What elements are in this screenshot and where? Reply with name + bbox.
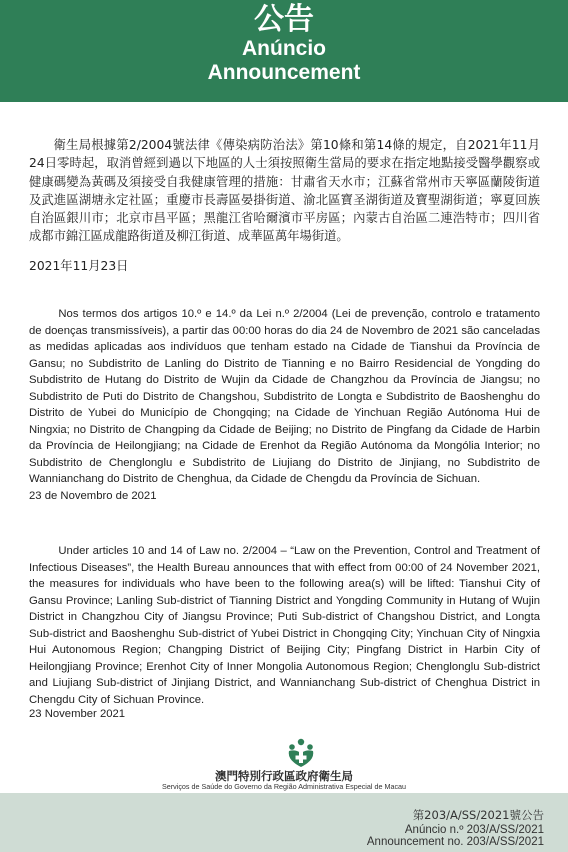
paragraph-pt: Nos termos dos artigos 10.º e 14.º da Lei n.º 2/2004 (Lei de prevenção, controlo e tratamento de doenças transmissíveis), a partir das 00:00 horas do dia 24 de Novembro de 2021 são canceladas as medidas aplicadas aos indivíduos que tenham estado na Cidade de Tianshui da Província de Gansu; no Subdistrito de Lanling do Distrito de Tianning e no Bairro Residencial de Yongding do Subdistrito de Hutang do Distrito de Wujin da Cidade de Changzhou da Província de Jiangsu; no Subdistrito de Puti do Distrito de Changshou, Subdistrito de Longta e Subdistrito de Baoshenghu do Distrito de Yubei do Município de Chongqing; na Cidade de Yinchuan Região Autónoma Hui de Ningxia; no Distrito de Changping da Cidade de Beijing; no Distrito de Pingfang da Cidade de Harbin da Província de Heilongjiang; na Cidade de Erenhot da Região Autónoma da Mongólia Interior; no Subdistrito de Chenglonglu e Subdistrito de Liujiang do Distrito de Jinjiang, no Subdistrito de Wannianchang do Distrito de Chenghua, da Cidade de Chengdu da Província de Sichuan. <box>29 308 540 485</box>
reference-en: Announcement no. 203/A/SS/2021 <box>366 836 544 848</box>
chinese-section <box>29 136 540 274</box>
bureau-name-pt: Serviços de Saúde do Governo da Região Administrativa Especial de Macau <box>161 782 407 791</box>
health-bureau-logo-icon <box>286 738 316 768</box>
date-en: 23 November 2021 <box>29 708 126 720</box>
paragraph-zh: 衛生局根據第2/2004號法律《傳染病防治法》第10條和第14條的規定，自2021年11月24日零時起，取消曾經到過以下地區的人士須按照衛生當局的要求在指定地點接受醫學觀察或健康碼變為黃碼及須接受自我健康管理的措施：甘肅省天水市；江蘇省常州市天寧區蘭陵街道及武進區湖塘永定社區；重慶市長壽區晏掛街道、渝北區寶圣湖街道及寶聖湖街道；寧夏回族自治區銀川市；北京市昌平區；黑龍江省哈爾濱市平房區；內蒙古自治區二連浩特市；四川省成都市錦江區成龍路街道及柳江街道、成華區萬年場街道。 <box>29 138 540 244</box>
footer-band <box>0 793 568 852</box>
date-pt: 23 de Novembro de 2021 <box>29 490 157 502</box>
reference-pt: Anúncio n.º 203/A/SS/2021 <box>404 824 544 836</box>
paragraph-en: Under articles 10 and 14 of Law no. 2/2004 – “Law on the Prevention, Control and Treatment of Infectious Diseases”, the Health Bureau announces that with effect from 00:00 of 24 November 2021, the measures for individuals who have been to the following area(s) will be lifted: Tianshui City of Gansu Province; Lanling Sub-district of Tianning District and Yongding Community in Hutang of Wujin District in Changzhou City of Jiangsu Province; Puti Sub-district of Changshou District, and Longta Sub-district and Baoshenghu Sub-district of Yubei District in Chongqing City; Yinchuan City of Ningxia Hui Autonomous Region; Changping District of Beijing City; Pingfang District in Harbin City of Heilongjiang Province; Erenhot City of Inner Mongolia Autonomous Region; Chenglonglu Sub-district and Liujiang Sub-district of Jinjiang District, and Wannianchang Sub-district of Chenghua District in Chengdu City of Sichuan Province. <box>29 545 540 706</box>
title-zh: 公告 <box>254 2 314 37</box>
title-pt: Anúncio <box>242 37 326 60</box>
bureau-name-zh: 澳門特別行政區政府衛生局 <box>215 769 353 783</box>
date-zh: 2021年11月23日 <box>29 258 129 273</box>
title-en: Announcement <box>207 61 361 84</box>
reference-zh: 第203/A/SS/2021號公告 <box>412 808 544 822</box>
header-banner <box>0 0 568 102</box>
